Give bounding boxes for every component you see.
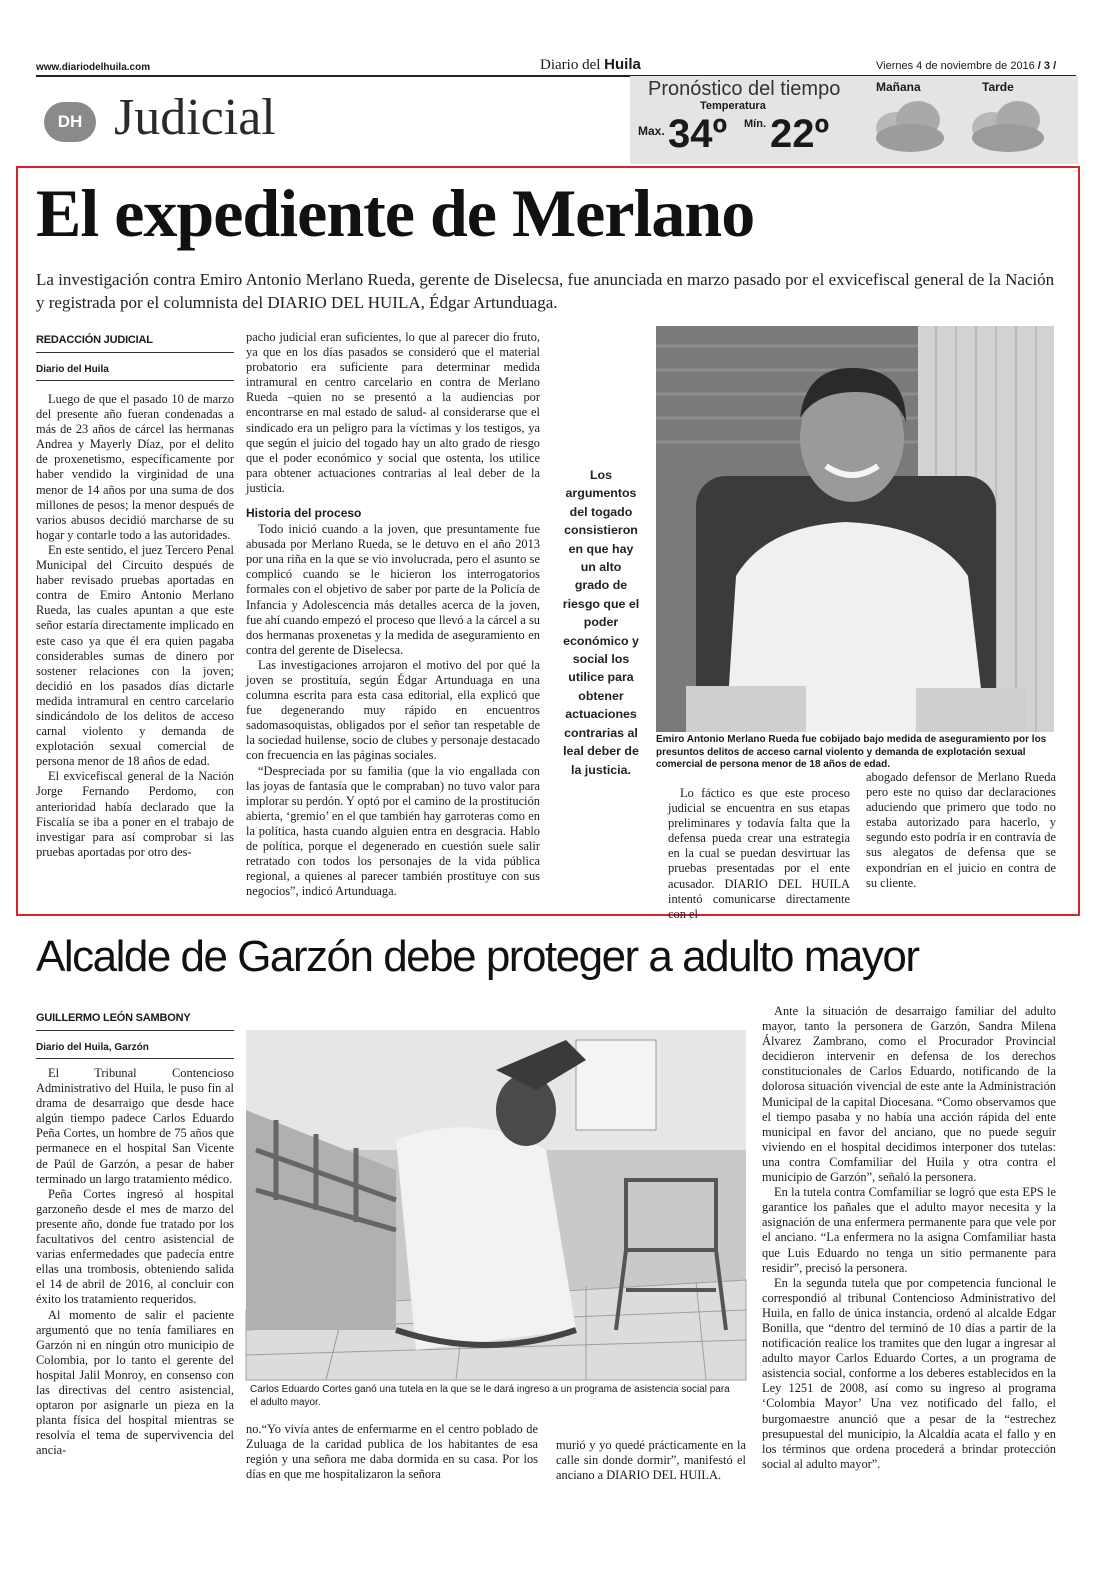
date-text: Viernes 4 de noviembre de 2016 (876, 60, 1035, 72)
paragraph: pacho judicial eran suficientes, lo que al parecer dio fruto, ya que en los días pasados se consideró que el material probatorio era suficiente para determinar medida intramural en centro carcelario en contra de Merlano Rueda –quien no se presentó a la audiencias por encontrarse en mal estado de salud- al considerarse que el sindicado era un peligro para la víctimas y los testigos, ya que según el juicio del togado hay un alto grado de riesgo que el poder económico y social que ostenta, los utilice para obtener actuaciones contrarias al leal deber de la justicia. (246, 330, 540, 495)
paragraph: murió y yo quedé prácticamente en la calle sin donde dormir”, manifestó el anciano a DIARIO DEL HUILA. (556, 1438, 746, 1483)
paragraph: El Tribunal Contencioso Administrativo del Huila, le puso fin al drama de desarraigo que desde hace algún tiempo padece Carlos Eduardo Peña Cortes, un hombre de 75 años que permanece en el hospital San Vicente de Paúl de Garzón, a pesar de haber terminado un largo tratamiento médico. (36, 1066, 234, 1186)
byline: GUILLERMO LEÓN SAMBONY (36, 1012, 191, 1024)
site-url: www.diariodelhuila.com (36, 62, 151, 73)
weather-title: Pronóstico del tiempo (648, 78, 841, 100)
weather-subtitle: Temperatura (700, 100, 766, 112)
article-column-5 (866, 770, 1056, 908)
dateline: Diario del Huila (36, 364, 109, 375)
paragraph: Luego de que el pasado 10 de marzo del presente año fueran condenadas a más de 23 años de cárcel las hermanas Andrea y Mayerly Díaz, por el delito de proxenetismo, específicamente por haber vendido la virginidad de una menor de 14 años por una suma de dos millones de pesos; la menor después de varios abusos decidió marcharse de su hogar y contarle todo a las autoridades. (36, 392, 234, 542)
max-label: Max. (638, 124, 665, 138)
dateline-rule (36, 380, 234, 381)
section-title: Judicial (114, 89, 276, 146)
paragraph: Todo inició cuando a la joven, que presuntamente fue abusada por Merlano Rueda, se le detuvo en el año 2013 por una riña en la que se vio involucrada, pero el asunto se complicó cuando se le hicieron los interrogatorios formales con el objetivo de saber por parte de la Policía de Infancia y Adolescencia más detalles acerca de la joven, fue ahí cuando empezó el proceso que llevó a la cárcel a su dos hermanas proxenetas y la medida de aseguramiento en contra del gerente de Diselecsa. (246, 522, 540, 657)
subheading: Historia del proceso (246, 506, 362, 521)
paragraph: no.“Yo vivía antes de enfermarme en el centro poblado de Zuluaga de la caridad publica de los habitantes de esa región y una señora me daba dormida en su casa. Por los días en que me hospitalizaron la señora (246, 1422, 538, 1482)
max-temp: 34º (668, 112, 728, 156)
min-label: Mín. (744, 118, 766, 130)
person-portrait-image (656, 326, 1054, 732)
paragraph: El exvicefiscal general de la Nación Jorge Fernando Perdomo, con anterioridad había declarado que la Fiscalía se iba a poner en el trabajo de investigar para así comprobar si las pruebas aportadas por otro des- (36, 769, 234, 859)
article-column-2 (246, 330, 540, 908)
article2-column-4 (762, 1004, 1056, 1504)
pull-quote: Los argumentos del togado consistieron en que hay un alto grado de riesgo que el poder económico y social los utilice para obtener actuaciones contrarias al leal deber de la justicia. (562, 468, 640, 777)
min-temp: 22º (770, 112, 830, 156)
brand-a: Diario del (540, 57, 601, 73)
hospital-bed-image (246, 1030, 746, 1380)
article-lead: La investigación contra Emiro Antonio Merlano Rueda, gerente de Diselecsa, fue anunciada en marzo pasado por el exvicefiscal general de la Nación y registrada por el columnista del DIARIO DEL HUILA, Édgar Artunduaga. (36, 270, 1055, 312)
article2-column-2 (246, 1422, 538, 1498)
paragraph: En este sentido, el juez Tercero Penal Municipal del Circuito después de haber revisado pruebas aportadas en contra de Emiro Antonio Merlano Rueda, las cuales apuntan a que este señor estaría directamente implicado en este caso ya que él era quien pagaba considerables sumas de dinero por sostener relaciones con la joven; decidió en los pasados días dictarle medida intramural en centro carcelario sindicándolo de los delitos de acceso carnal violento y demanda de explotación sexual comercial de persona menor de 18 años de edad. (36, 542, 234, 769)
article-headline-2: Alcalde de Garzón debe proteger a adulto mayor (36, 932, 919, 981)
article2-column-1 (36, 1066, 234, 1502)
dh-logo: DH (44, 102, 96, 142)
byline-rule (36, 352, 234, 353)
dateline: Diario del Huila, Garzón (36, 1042, 149, 1053)
byline: REDACCIÓN JUDICIAL (36, 334, 153, 346)
paragraph: En la tutela contra Comfamiliar se logró que esta EPS le garantice los pañales que el adulto mayor necesita y la asignación de una enfermera permanente para que vele por el anciano. “La enfermera no la asigna Comfamiliar hasta que Luis Eduardo no tenga un sitio permanente para residir”, precisó la personera. (762, 1185, 1056, 1275)
paragraph: Peña Cortes ingresó al hospital garzoneño desde el mes de marzo del presente año, donde fue tratado por los facultativos del centro asistencial de varias enfermedades que padecía entre ellas una trombosis, obteniendo salida el 14 de abril de 2016, al concluir con éxito los tratamiento requeridos. (36, 1186, 234, 1307)
paragraph: Al momento de salir el paciente argumentó que no tenía familiares en Garzón ni en ningún otro municipio de Colombia, por lo tanto el gerente del hospital Jalil Monroy, en consenso con las directivas del centro asistencial, optaron por asignarle un pieza en la planta física del hospital mientras se resolvía el tema de supervivencia del ancia- (36, 1307, 234, 1458)
article-column-4 (668, 786, 850, 921)
byline-rule (36, 1030, 234, 1031)
hospital-photo (246, 1030, 746, 1380)
merlano-photo (656, 326, 1054, 732)
issue-date (876, 60, 1056, 72)
morning-label: Mañana (876, 80, 921, 94)
paragraph: En la segunda tutela que por competencia funcional le correspondió al tribunal Contencioso Administrativo del Huila, en fallo de única instancia, ordenó al alcalde Edgar Bonilla, que “dentro del terminó de 10 días a partir de la notificación realice los tramites que den lugar a ingresar al adulto mayor Carlos Eduardo Cortes, a un programa de asistencia social, conforme a los deberes establecidos en la Ley 1251 de 2008, así como su ingreso al programa ‘Colombia Mayor’ Una vez notificado del fallo, el burgomaestre anunció que a pesar de la “estrechez presupuestal del municipio, la Alcaldía acata el fallo y en los términos que ordena procederá a brindar protección social al adulto mayor”. (762, 1275, 1056, 1471)
newspaper-name (540, 56, 641, 74)
article2-column-3 (556, 1438, 746, 1498)
article-column-1 (36, 392, 234, 908)
photo-caption-2: Carlos Eduardo Cortes ganó una tutela en la que se le dará ingreso a un programa de asistencia social para el adulto mayor. (250, 1384, 730, 1408)
paragraph: “Despreciada por su familia (que la vio engallada con las joyas de fantasía que le compraban) no tuvo valor para implorar su perdón. Y optó por el camino de la prostitución abierta, ‘gremio’ en el que también hay garroteras como en la política, hasta cuando alguien entra en desgracia. Hablo de política, porque el degenerado en cuestión suele salir retratado con todos los personajes de la vida pública regional, a quienes al parecer también prostituye con sus negocios”, indicó Artunduaga. (246, 763, 540, 899)
afternoon-label: Tarde (982, 80, 1014, 94)
photo-caption: Emiro Antonio Merlano Rueda fue cobijado bajo medida de aseguramiento por los presuntos delitos de acceso carnal violento y demanda de explotación sexual comercial de persona menor de 18 años de edad. (656, 734, 1047, 770)
cloud-icon (962, 94, 1054, 158)
paragraph: Ante la situación de desarraigo familiar del adulto mayor, tanto la personera de Garzón, Sandra Milena Álvarez Zambrano, como el Procurador Provincial decidieron intervenir en defensa de los derechos constitucionales de Carlos Eduardo, notificando de la dolorosa situación vivencial de este ante la Administración Municipal de la capital Diocesana. “Como observamos que el tiempo pasaba y no había una acción rápida del ente municipal en favor del anciano, que no puede seguir viviendo en el hospital decidimos interponer dos tutelas: una contra Comfamiliar del Huila y otra contra el municipio de Garzón”, señaló la personera. (762, 1004, 1056, 1185)
brand-b: Huila (604, 56, 641, 73)
paragraph: Las investigaciones arrojaron el motivo del por qué la joven se prostituía, según Édgar Artunduaga en una columna escrita para esta casa editorial, ella explicó que fue degenerando muy rápido en encuentros sadomasoquistas, obligados por el señor tan respetable de la sociedad huilense, socio de clubes y personaje destacado con frecuencia en las páginas sociales. (246, 657, 540, 763)
page-number: / 3 / (1037, 60, 1057, 72)
cloud-icon (866, 94, 954, 158)
paragraph: abogado defensor de Merlano Rueda pero este no quiso dar declaraciones aduciendo que primero que todo no estaba autorizado para hacerlo, y segundo esto podría ir en contravía de sus alegatos de defensa que se expondrían en el juicio en contra de su cliente. (866, 770, 1056, 890)
article-headline: El expediente de Merlano (36, 175, 755, 251)
dateline-rule (36, 1058, 234, 1059)
paragraph: Lo fáctico es que este proceso judicial se encuentra en sus etapas preliminares y todavía falta que la defensa pueda crear una estrategia en la cual se puedan desvirtuar las pruebas presentadas por el ente acusador. DIARIO DEL HUILA intentó comunicarse directamente con el (668, 786, 850, 921)
